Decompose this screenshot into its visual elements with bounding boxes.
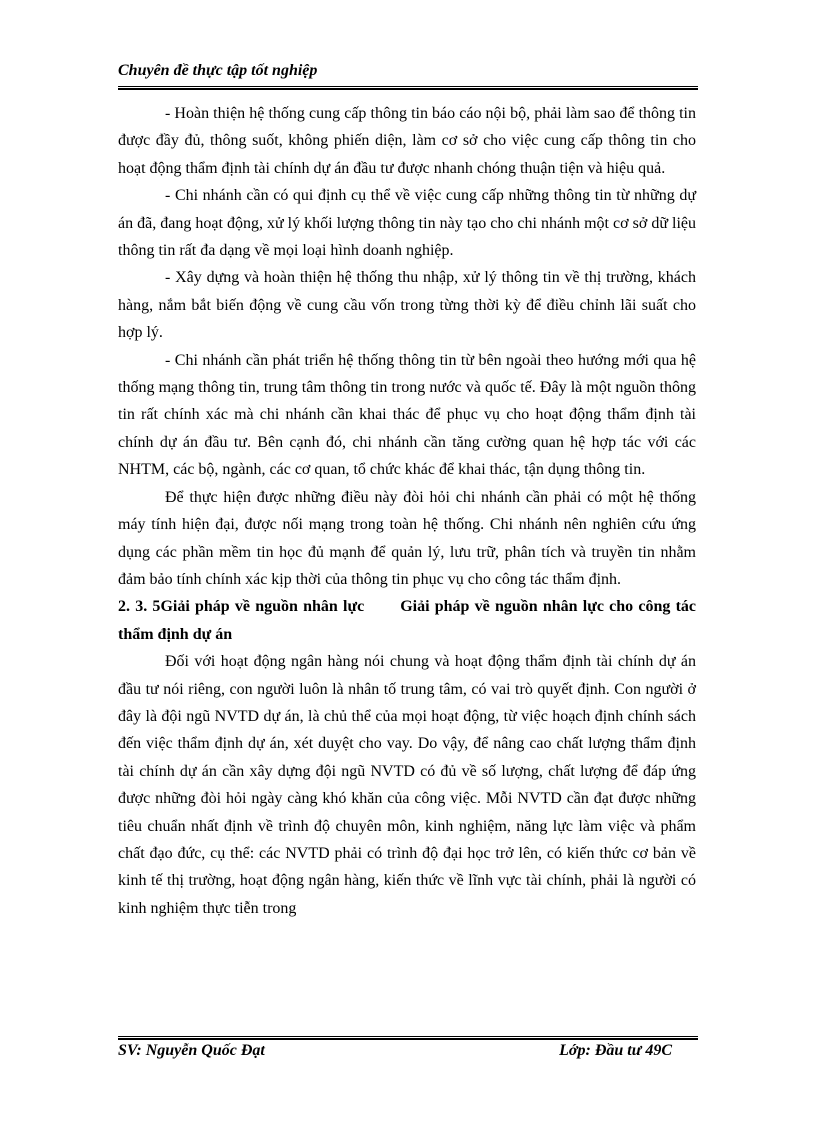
header-title: Chuyên đề thực tập tốt nghiệp — [118, 62, 318, 79]
paragraph-info-external: - Chi nhánh cần phát triển hệ thống thông tin từ bên ngoài theo hướng mới qua hệ thống mạng thông tin, trung tâm thông tin trong nước và quốc tế. Đây là một nguồn thông tin rất chính xác mà chi nhánh cần khai thác để phục vụ cho hoạt động thẩm định tài chính dự án đầu tư. Bên cạnh đó, chi nhánh cần tăng cường quan hệ hợp tác với các NHTM, các bộ, ngành, các cơ quan, tổ chức khác để khai thác, tận dụng thông tin. — [118, 351, 696, 479]
section-title: Giải pháp về nguồn nhân lực cho công tác thẩm định dự án — [118, 598, 697, 643]
section-heading — [118, 593, 696, 648]
paragraph-info-market: - Xây dựng và hoàn thiện hệ thống thu nhập, xử lý thông tin về thị trường, khách hàng, nắm bắt biến động về cung cầu vốn trong từng thời kỳ để điều chỉnh lãi suất cho hợp lý. — [118, 269, 696, 342]
paragraph-info-internal: - Hoàn thiện hệ thống cung cấp thông tin báo cáo nội bộ, phải làm sao để thông tin được đầy đủ, thông suốt, không phiến diện, làm cơ sở cho việc cung cấp thông tin cho hoạt động thẩm định tài chính dự án đầu tư được nhanh chóng thuận tiện và hiệu quả. — [118, 105, 696, 177]
page-footer — [118, 1042, 698, 1066]
footer-class: Lớp: Đầu tư 49C — [559, 1042, 672, 1059]
body-text — [118, 100, 696, 922]
paragraph-info-projects: - Chi nhánh cần có qui định cụ thể về việc cung cấp những thông tin từ những dự án đã, đang hoạt động, xử lý khối lượng thông tin này tạo cho chi nhánh một cơ sở dữ liệu thông tin rất đa dạng về mọi loại hình doanh nghiệp. — [118, 187, 696, 260]
page-header — [118, 58, 698, 84]
paragraph-human-resources: Đối với hoạt động ngân hàng nói chung và hoạt động thẩm định tài chính dự án đầu tư nói riêng, con người luôn là nhân tố trung tâm, có vai trò quyết định. Con người ở đây là đội ngũ NVTD dự án, là chủ thể của mọi hoạt động, từ việc hoạch định chính sách đến việc thẩm định dự án, xét duyệt cho vay. Do vậy, để nâng cao chất lượng thẩm định tài chính dự án cần xây dựng đội ngũ NVTD có đủ về số lượng, chất lượng để đáp ứng được những đòi hỏi ngày càng khó khăn của công việc. Mỗi NVTD cần đạt được những tiêu chuẩn nhất định về trình độ chuyên môn, kinh nghiệm, năng lực làm việc và phẩm chất đạo đức, cụ thể: các NVTD phải có trình độ đại học trở lên, có kiến thức cơ bản về kinh tế thị trường, hoạt động ngân hàng, kiến thức về lĩnh vực tài chính, phải là người có kinh nghiệm thực tiễn trong — [118, 653, 696, 917]
header-rule — [118, 86, 698, 90]
footer-student: SV: Nguyễn Quốc Đạt — [118, 1042, 265, 1059]
section-label: Giải pháp về nguồn nhân lực — [160, 598, 365, 616]
paragraph-info-systems: Để thực hiện được những điều này đòi hỏi chi nhánh cần phải có một hệ thống máy tính hiện đại, được nối mạng trong toàn hệ thống. Chi nhánh nên nghiên cứu ứng dụng các phần mềm tin học đủ mạnh để quản lý, lưu trữ, phân tích và truyền tin nhằm đảm bảo tính chính xác kịp thời của thông tin phục vụ cho công tác thẩm định. — [118, 488, 696, 588]
footer-rule — [118, 1036, 698, 1040]
section-number: 2. 3. 5 — [118, 598, 161, 616]
